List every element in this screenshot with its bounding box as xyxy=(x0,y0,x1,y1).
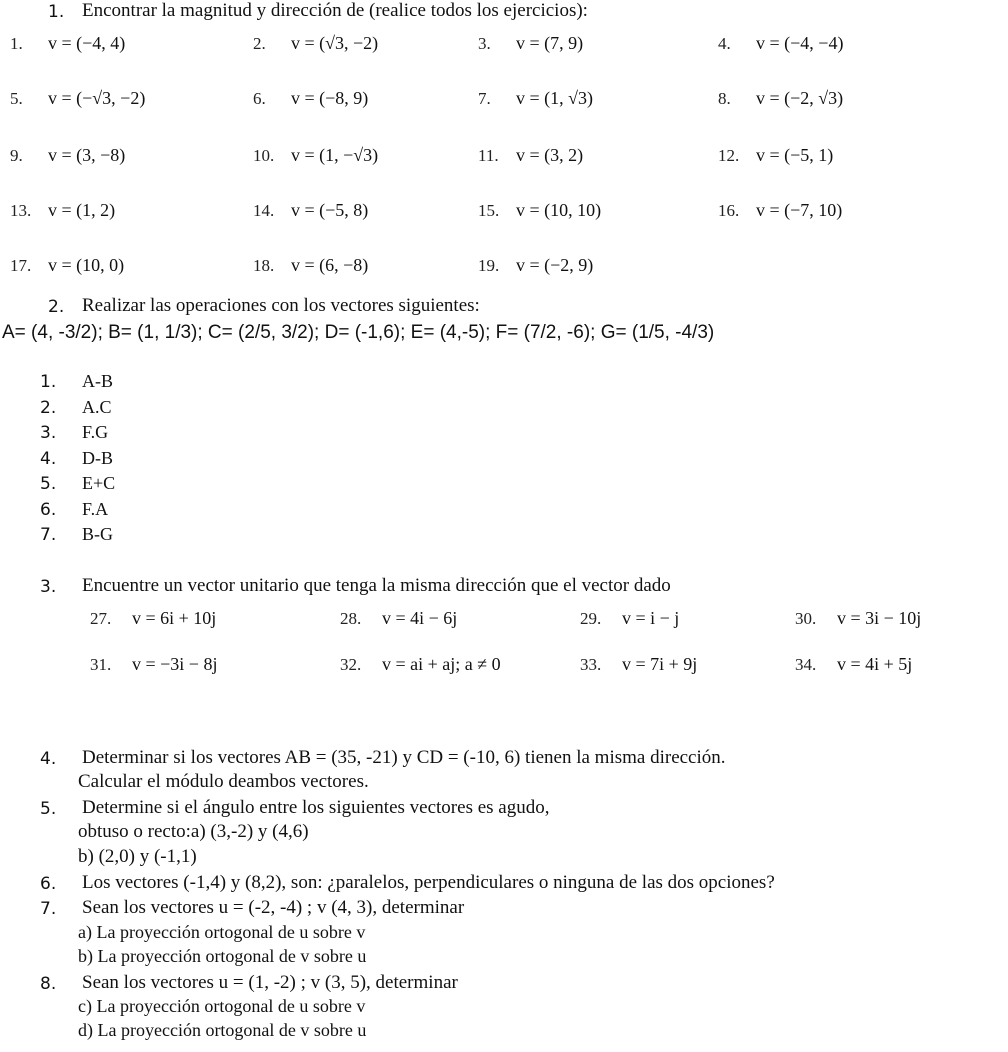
exercise-item xyxy=(718,145,833,166)
exercise-vector: v = 6i + 10j xyxy=(132,608,217,628)
exercise-vector: v = (−5, 1) xyxy=(756,145,834,165)
section-8-item-c: c) La proyección ortogonal de u sobre v xyxy=(78,996,366,1016)
exercise-vector: v = (−2, √3) xyxy=(756,88,844,108)
exercise-item xyxy=(580,654,697,675)
operation-item xyxy=(40,422,108,443)
operation-number: 3. xyxy=(40,423,57,443)
exercise-item xyxy=(478,33,583,54)
exercise-vector: v = (6, −8) xyxy=(291,255,369,275)
operation-item xyxy=(40,499,108,520)
operation-item xyxy=(40,448,113,469)
section-7-item-a: a) La proyección ortogonal de u sobre v xyxy=(78,922,366,942)
exercise-vector: v = (−5, 8) xyxy=(291,200,369,220)
exercise-vector: v = (−2, 9) xyxy=(516,255,594,275)
exercise-number: 16. xyxy=(718,201,740,220)
exercise-number: 13. xyxy=(10,201,32,220)
exercise-item xyxy=(478,145,583,166)
exercise-number: 30. xyxy=(795,609,817,628)
exercise-vector: v = 4i + 5j xyxy=(837,654,913,674)
exercise-vector: v = (10, 10) xyxy=(516,200,602,220)
exercise-item xyxy=(253,200,368,221)
exercise-vector: v = (−4, −4) xyxy=(756,33,844,53)
exercise-vector: v = (3, 2) xyxy=(516,145,584,165)
operation-expression: F.G xyxy=(82,422,109,442)
section-5-line-2: obtuso o recto:a) (3,-2) y (4,6) xyxy=(78,821,309,842)
exercise-item xyxy=(10,33,125,54)
operation-expression: E+C xyxy=(82,473,116,493)
operation-item xyxy=(40,524,113,545)
exercise-vector: v = (3, −8) xyxy=(48,145,126,165)
exercise-item xyxy=(478,88,593,109)
exercise-vector: v = (−7, 10) xyxy=(756,200,843,220)
exercise-item xyxy=(253,145,378,166)
operation-item xyxy=(40,473,115,494)
operation-number: 1. xyxy=(40,372,57,392)
exercise-vector: v = (√3, −2) xyxy=(291,33,379,53)
section-8-number: 8. xyxy=(40,974,57,994)
exercise-number: 33. xyxy=(580,655,602,674)
operation-expression: A-B xyxy=(82,371,113,391)
section-4-line-2: Calcular el módulo deambos vectores. xyxy=(78,771,369,792)
exercise-item xyxy=(253,33,378,54)
exercise-number: 5. xyxy=(10,89,23,108)
section-8-item-d: d) La proyección ortogonal de v sobre u xyxy=(78,1020,367,1040)
exercise-number: 3. xyxy=(478,34,491,53)
exercise-item xyxy=(718,200,842,221)
exercise-item xyxy=(718,33,843,54)
operation-number: 2. xyxy=(40,397,57,418)
exercise-vector: v = (−4, 4) xyxy=(48,33,126,53)
operation-expression: D-B xyxy=(82,447,113,468)
exercise-number: 2. xyxy=(253,34,266,53)
exercise-number: 8. xyxy=(718,89,731,108)
exercise-number: 31. xyxy=(90,655,112,674)
section-3-title: Encuentre un vector unitario que tenga la misma dirección que el vector dado xyxy=(82,575,671,596)
exercise-number: 18. xyxy=(253,256,275,275)
exercise-item xyxy=(478,255,593,276)
exercise-item xyxy=(10,145,125,166)
operation-number: 6. xyxy=(40,499,57,520)
exercise-vector: v = (10, 0) xyxy=(48,255,125,275)
operation-expression: F.A xyxy=(82,498,109,519)
exercise-vector: v = −3i − 8j xyxy=(132,654,218,674)
exercise-item xyxy=(478,200,601,221)
section-8-line-1: Sean los vectores u = (1, -2) ; v (3, 5), determinar xyxy=(82,972,458,993)
exercise-item xyxy=(795,608,921,629)
section-5-line-1: Determine si el ángulo entre los siguientes vectores es agudo, xyxy=(82,797,550,818)
exercise-item xyxy=(340,654,501,675)
exercise-vector: v = (−√3, −2) xyxy=(48,88,146,108)
exercise-vector: v = (7, 9) xyxy=(516,33,584,53)
exercise-number: 11. xyxy=(478,146,499,165)
exercise-item xyxy=(580,608,679,629)
section-7-item-b: b) La proyección ortogonal de v sobre u xyxy=(78,946,367,966)
section-1-number: 1. xyxy=(48,2,65,22)
operation-expression: B-G xyxy=(82,524,113,544)
section-7-number: 7. xyxy=(40,899,57,919)
exercise-vector: v = ai + aj; a ≠ 0 xyxy=(382,654,501,674)
exercise-item xyxy=(90,608,216,629)
exercise-item xyxy=(90,654,217,675)
operation-expression: A.C xyxy=(82,396,112,417)
exercise-vector: v = 7i + 9j xyxy=(622,654,698,674)
exercise-number: 9. xyxy=(10,146,23,165)
section-5-line-3: b) (2,0) y (-1,1) xyxy=(78,846,197,867)
exercise-number: 10. xyxy=(253,146,275,165)
exercise-item xyxy=(10,255,124,276)
section-3-number: 3. xyxy=(40,577,57,597)
section-4-number: 4. xyxy=(40,749,57,769)
exercise-number: 19. xyxy=(478,256,500,275)
section-1-title: Encontrar la magnitud y dirección de (realice todos los ejercicios): xyxy=(82,0,588,21)
exercise-number: 1. xyxy=(10,34,23,53)
operation-number: 5. xyxy=(40,474,57,494)
section-4-line-1: Determinar si los vectores AB = (35, -21) y CD = (-10, 6) tienen la misma dirección. xyxy=(82,747,726,768)
exercise-vector: v = (−8, 9) xyxy=(291,88,369,108)
section-6-number: 6. xyxy=(40,874,57,894)
exercise-vector: v = 3i − 10j xyxy=(837,608,922,628)
exercise-item xyxy=(10,200,115,221)
operation-item xyxy=(40,371,113,392)
section-2-number: 2. xyxy=(48,297,65,317)
section-5-number: 5. xyxy=(40,799,57,819)
exercise-number: 7. xyxy=(478,89,491,108)
exercise-number: 17. xyxy=(10,256,32,275)
exercise-number: 32. xyxy=(340,655,362,674)
exercise-number: 12. xyxy=(718,146,740,165)
exercise-number: 29. xyxy=(580,609,602,628)
exercise-vector: v = (1, 2) xyxy=(48,200,116,220)
section-7-line-1: Sean los vectores u = (-2, -4) ; v (4, 3), determinar xyxy=(82,897,465,918)
exercise-number: 6. xyxy=(253,89,266,108)
exercise-item xyxy=(253,255,368,276)
exercise-vector: v = (1, √3) xyxy=(516,88,594,108)
exercise-vector: v = i − j xyxy=(622,608,680,628)
exercise-number: 15. xyxy=(478,201,500,220)
exercise-item xyxy=(718,88,843,109)
exercise-vector: v = 4i − 6j xyxy=(382,608,458,628)
exercise-number: 34. xyxy=(795,655,817,674)
section-2-title: Realizar las operaciones con los vectores siguientes: xyxy=(82,295,480,316)
exercise-item xyxy=(340,608,457,629)
exercise-item xyxy=(795,654,912,675)
exercise-number: 27. xyxy=(90,609,112,628)
exercise-vector: v = (1, −√3) xyxy=(291,145,379,165)
operation-item xyxy=(40,397,112,418)
operation-number: 7. xyxy=(40,525,57,545)
exercise-number: 14. xyxy=(253,201,275,220)
vector-definitions: A= (4, -3/2); B= (1, 1/3); C= (2/5, 3/2); D= (-1,6); E= (4,-5); F= (7/2, -6); G= (1/5, -4/3) xyxy=(2,322,715,343)
exercise-item xyxy=(10,88,145,109)
operation-number: 4. xyxy=(40,448,57,469)
exercise-number: 4. xyxy=(718,34,731,53)
exercise-number: 28. xyxy=(340,609,362,628)
exercise-item xyxy=(253,88,368,109)
section-6-line-1: Los vectores (-1,4) y (8,2), son: ¿paralelos, perpendiculares o ninguna de las dos opciones? xyxy=(82,872,775,893)
